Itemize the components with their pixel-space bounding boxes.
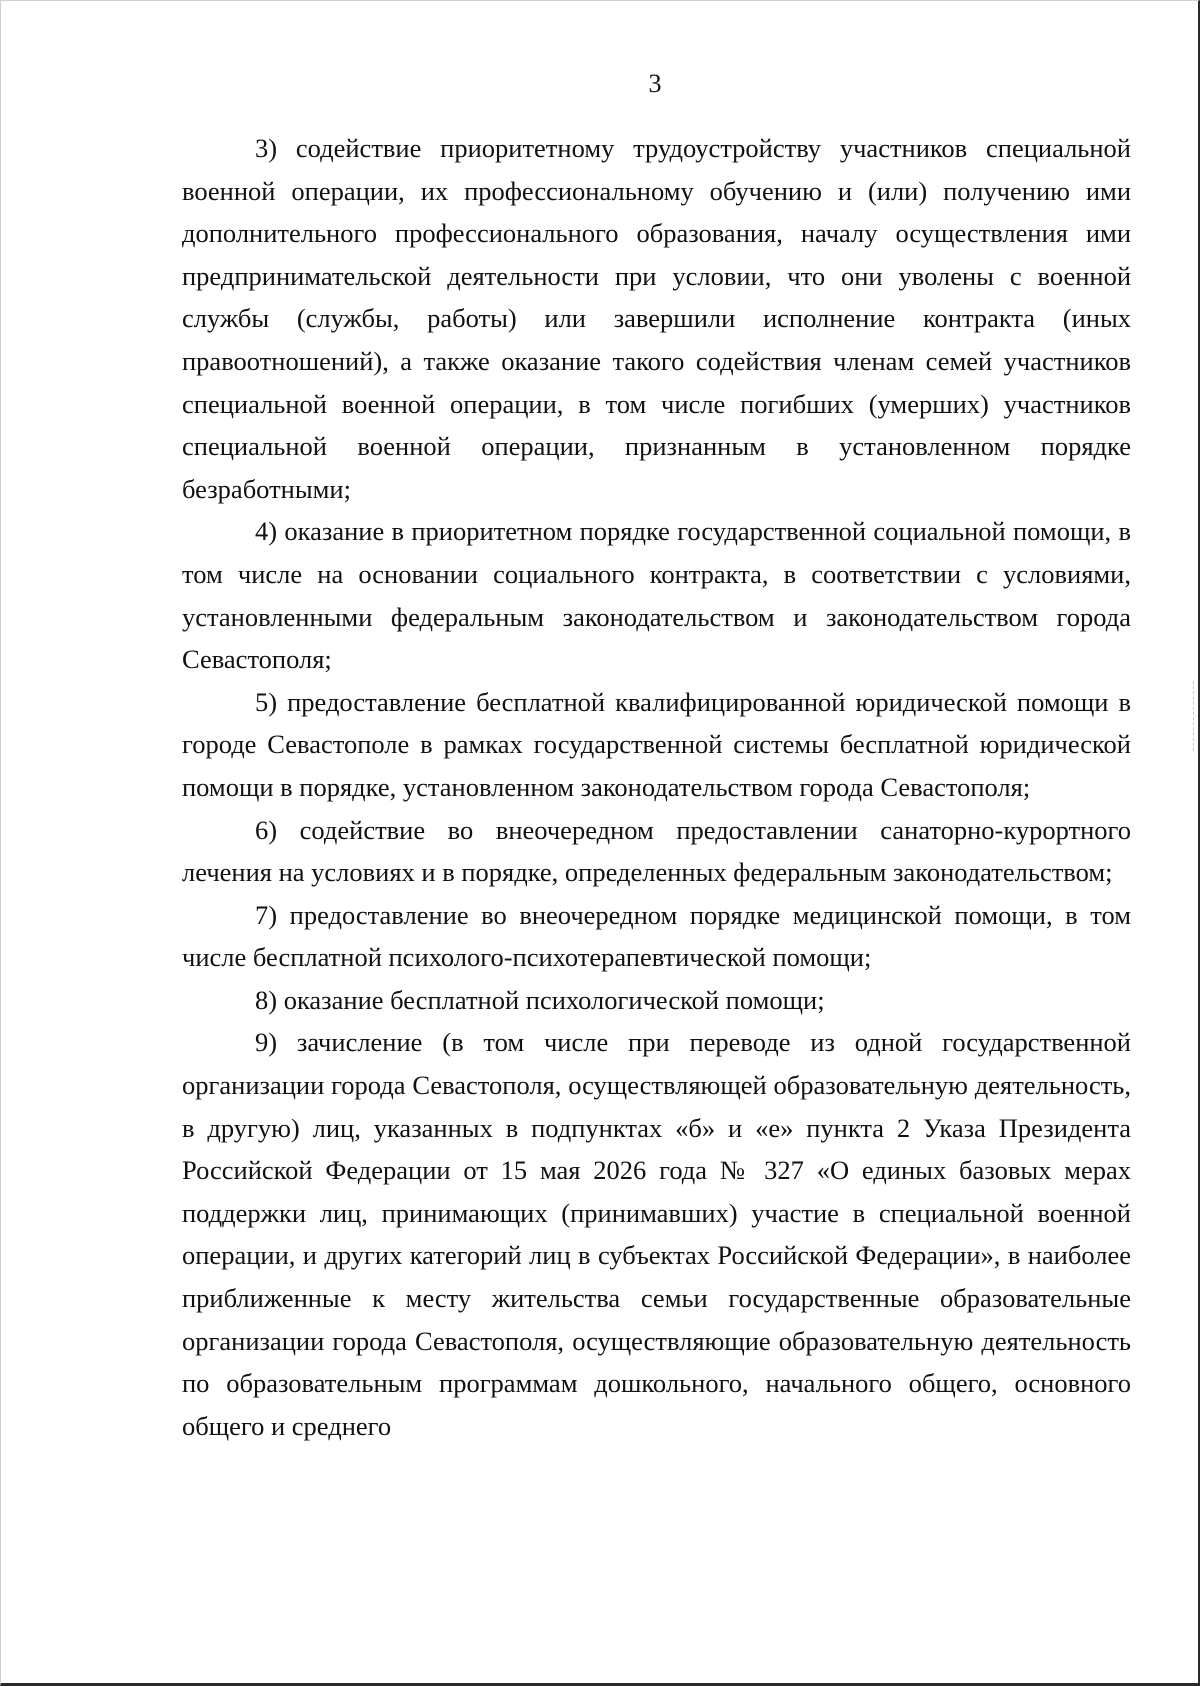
paragraph-item-9: 9) зачисление (в том числе при переводе из одной государственной организации города Севастополя, осуществляющей образовательную деятельность, в другую) лиц, указанных в подпунктах «б» и «е» пункта 2 Указа Президента Российской Федерации от 15 мая 2026 года № 327 «О единых базовых мерах поддержки лиц, принимающих (принимавших) участие в специальной военной операции, и других категорий лиц в субъектах Российской Федерации», в наиболее приближенные к месту жительства семьи государственные образовательные организации города Севастополя, осуществляющие образовательную деятельность по образовательным программам дошкольного, начального общего, основного общего и среднего xyxy=(182,1027,1131,1441)
paragraph-item-4: 4) оказание в приоритетном порядке государственной социальной помощи, в том числе на основании социального контракта, в соответствии с условиями, установленными федеральным законодательством и законодательством города Севастополя; xyxy=(182,516,1131,675)
scan-edge-mark xyxy=(1193,681,1195,751)
page-number: 3 xyxy=(648,69,662,98)
paragraph-item-3: 3) содействие приоритетному трудоустройству участников специальной военной операции, их профессиональному обучению и (или) получению ими дополнительного профессионального образования, началу осуществления ими предпринимательской деятельности при условии, что они уволены с военной службы (службы, работы) или завершили исполнение контракта (иных правоотношений), а также оказание такого содействия членам семей участников специальной военной операции, в том числе погибших (умерших) участников специальной военной операции, признанным в установленном порядке безработными; xyxy=(182,133,1131,504)
document-body xyxy=(182,127,1131,1447)
paragraph-item-7: 7) предоставление во внеочередном порядке медицинской помощи, в том числе бесплатной психолого-психотерапевтической помощи; xyxy=(182,899,1131,973)
paragraph-item-6: 6) содействие во внеочередном предоставлении санаторно-курортного лечения на условиях и в порядке, определенных федеральным законодательством; xyxy=(182,814,1131,888)
paragraph-item-5: 5) предоставление бесплатной квалифицированной юридической помощи в городе Севастополе в рамках государственной системы бесплатной юридической помощи в порядке, установленном законодательством города Севастополя; xyxy=(182,686,1131,802)
paragraph-item-8: 8) оказание бесплатной психологической помощи; xyxy=(255,984,825,1015)
